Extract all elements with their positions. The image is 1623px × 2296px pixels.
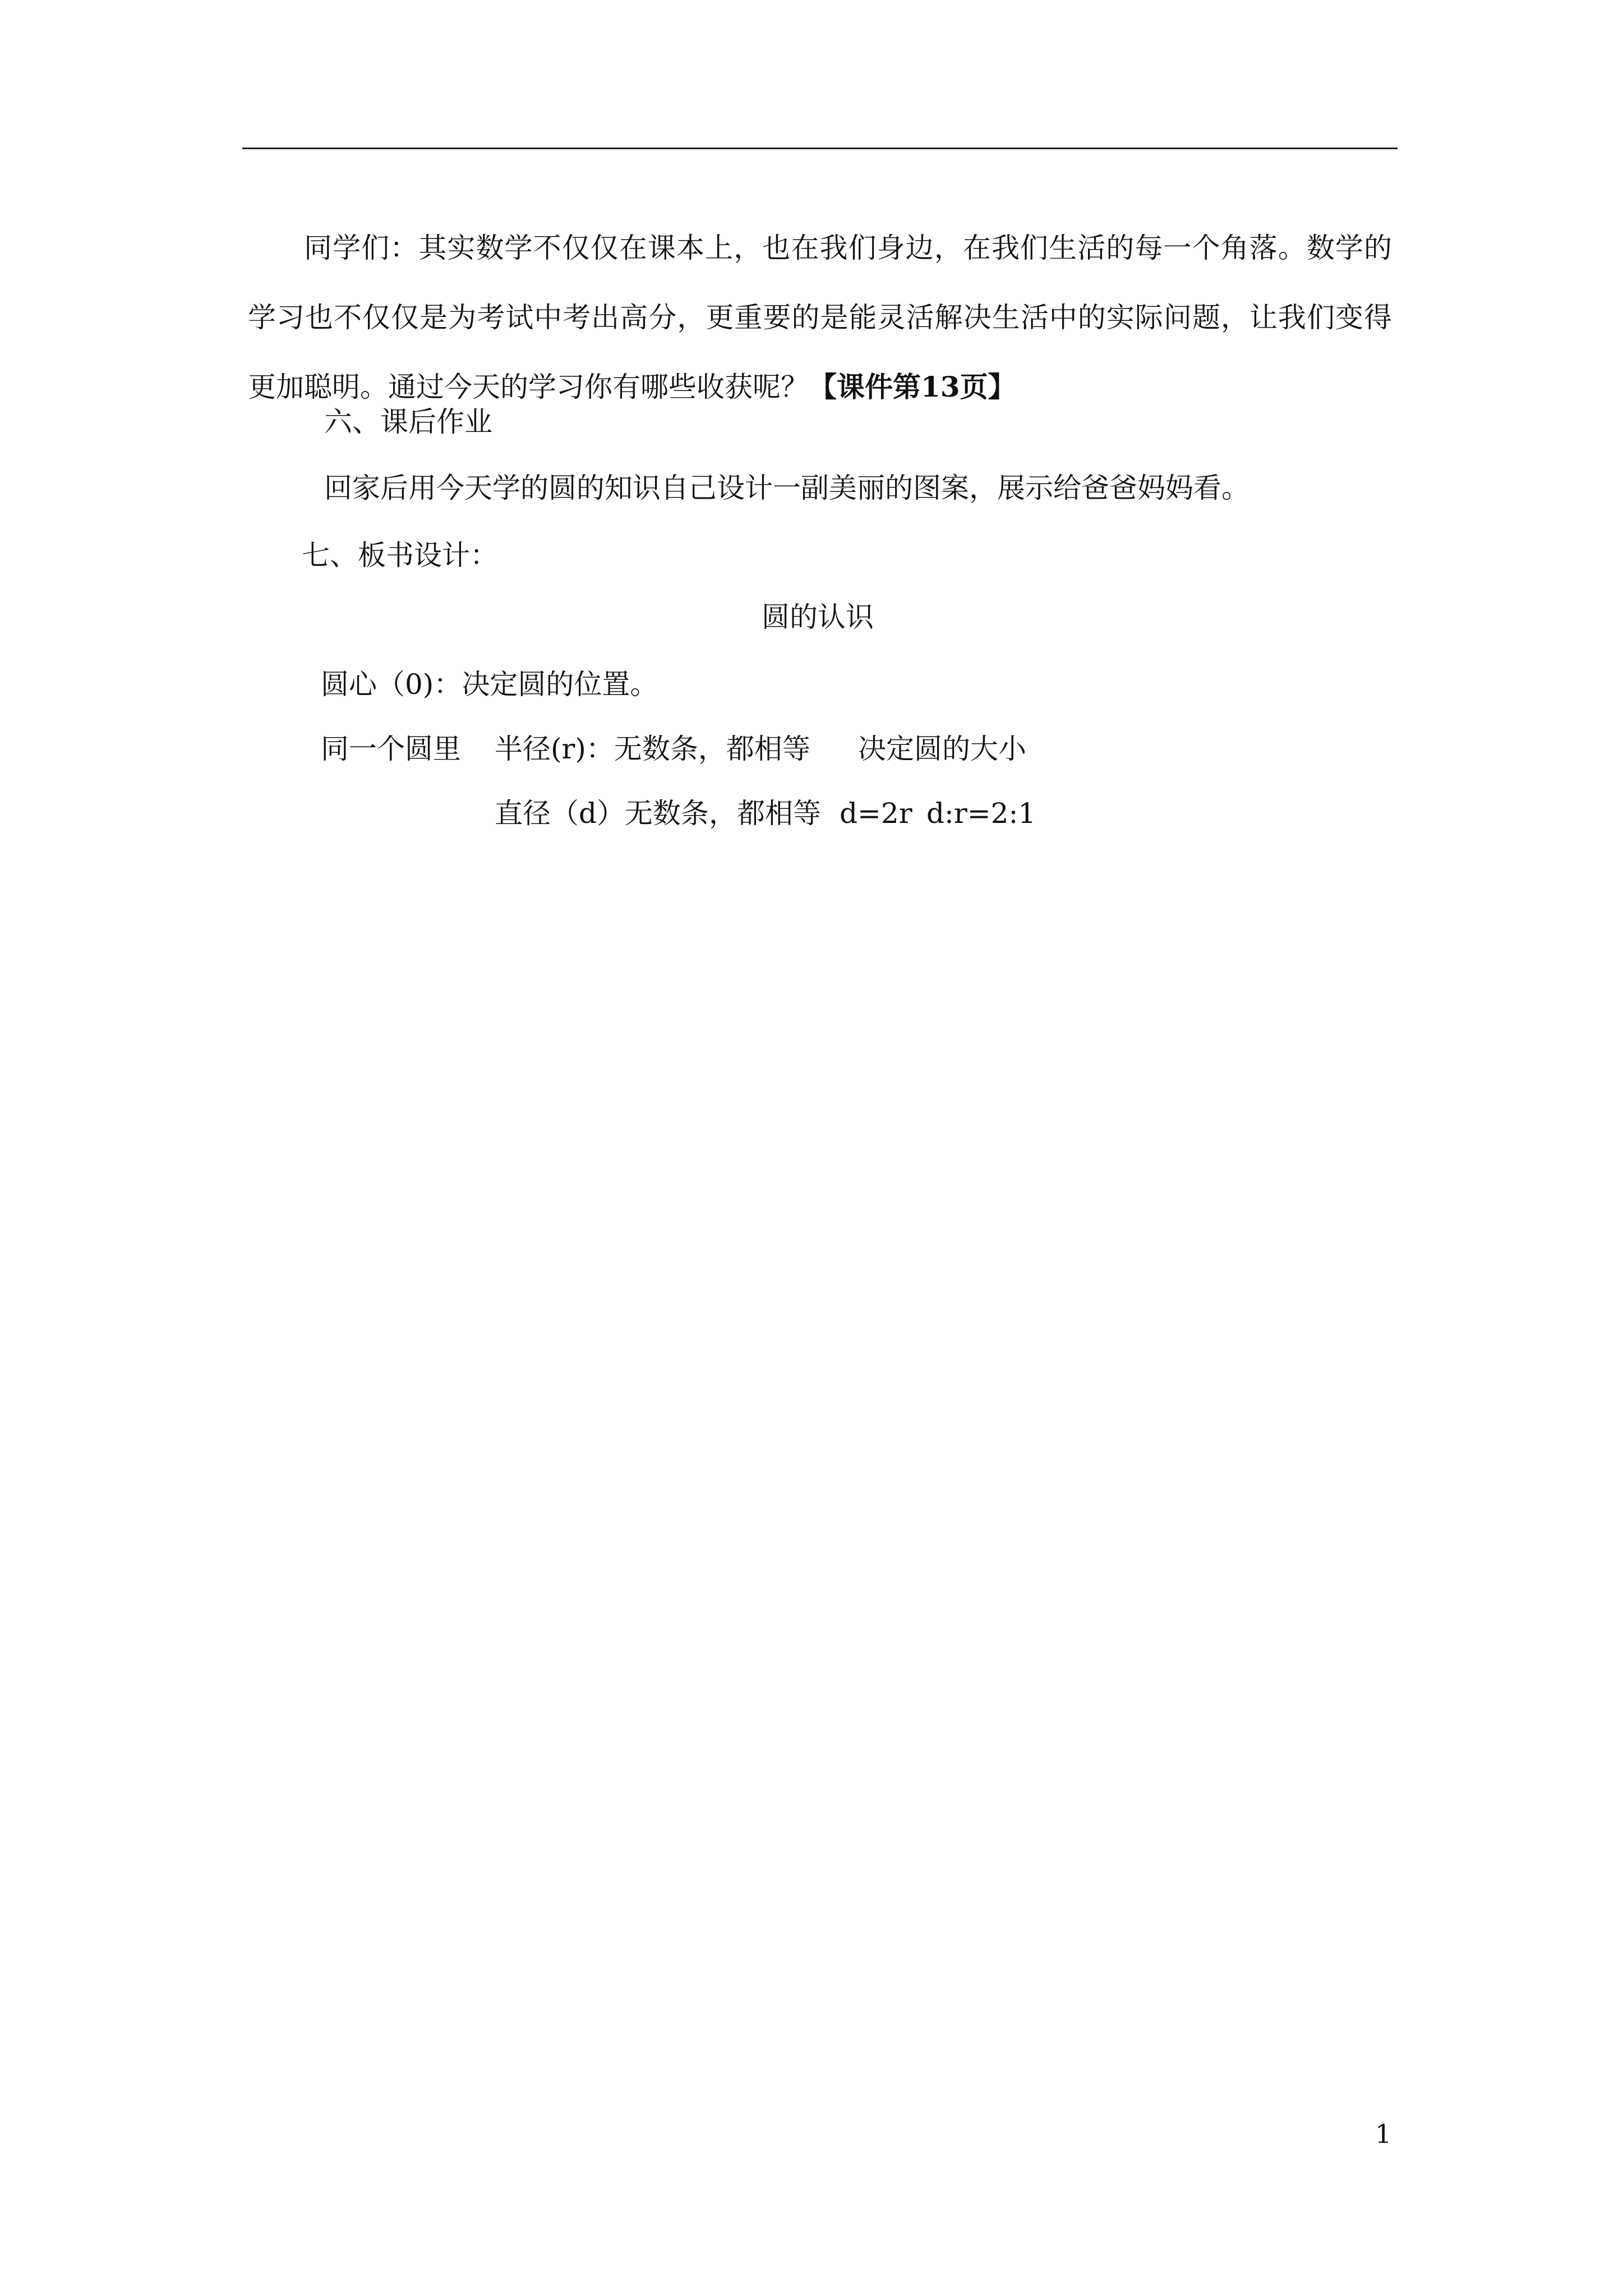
board-radius-note: 决定圆的大小 [858, 733, 1026, 765]
board-formula-1: d=2r [840, 797, 912, 830]
board-center-line: 圆心（0)：决定圆的位置。 [321, 668, 658, 701]
closing-paragraph-text: 同学们：其实数学不仅仅在课本上，也在我们身边，在我们生活的每一个角落。数学的学习也不仅仅是为考试中考出高分，更重要的是能灵活解决生活中的实际问题，让我们变得更加聪明。通过今天的学习你有哪些收获呢？ [248, 232, 1392, 403]
board-diameter: 直径（d）无数条，都相等 [495, 797, 822, 830]
board-radius: 半径(r)：无数条，都相等 [495, 733, 810, 765]
header-rule [242, 148, 1398, 149]
board-same-circle: 同一个圆里 [321, 733, 461, 765]
board-title: 圆的认识 [762, 601, 874, 633]
courseware-reference: 【课件第13页】 [809, 370, 1016, 403]
closing-paragraph [248, 213, 1392, 422]
section-7-heading: 七、板书设计： [302, 539, 498, 572]
section-6-heading: 六、课后作业 [324, 406, 492, 438]
homework-text: 回家后用今天学的圆的知识自己设计一副美丽的图案，展示给爸爸妈妈看。 [324, 472, 1249, 504]
page-number: 1 [1375, 2119, 1392, 2149]
board-formula-2: d:r=2:1 [926, 797, 1036, 830]
